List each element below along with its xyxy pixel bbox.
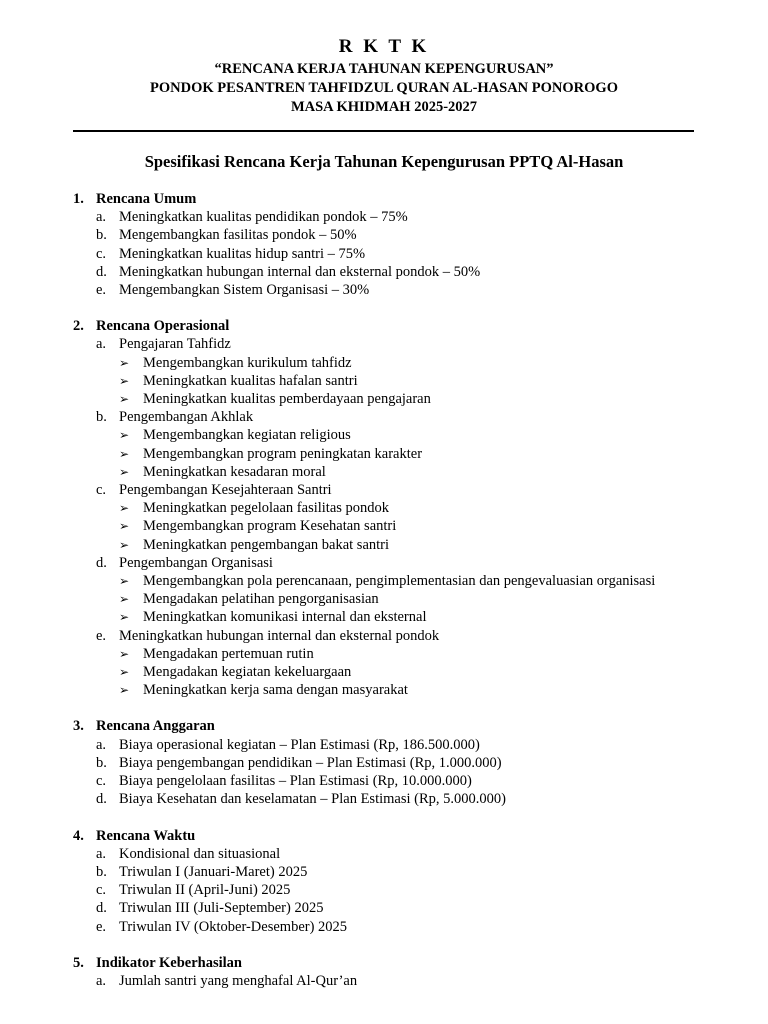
sub-list-item-text: Meningkatkan kesadaran moral <box>143 463 326 480</box>
section <box>73 827 723 936</box>
list-item-text: Pengembangan Akhlak <box>119 409 254 426</box>
list-item-text: Biaya operasional kegiatan – Plan Estimasi (Rp, 186.500.000) <box>119 736 480 753</box>
list-item-marker: d. <box>96 263 107 280</box>
section-number: 1. <box>73 191 84 207</box>
header-divider <box>73 130 694 132</box>
sub-list-item <box>73 426 723 444</box>
sub-list-item <box>73 499 723 517</box>
sub-list-item-text: Mengembangkan kurikulum tahfidz <box>143 354 352 371</box>
list-item <box>73 754 723 772</box>
list-item <box>73 972 723 990</box>
sub-list-item <box>73 372 723 390</box>
list-item-text: Triwulan II (April-Juni) 2025 <box>119 882 291 899</box>
list-item-text: Meningkatkan kualitas hidup santri – 75% <box>119 245 366 262</box>
sub-list-item-text: Meningkatkan pengembangan bakat santri <box>143 536 390 553</box>
list-item-marker: b. <box>96 754 107 771</box>
list-item-marker: a. <box>96 736 107 753</box>
arrow-bullet-icon: ➢ <box>119 574 130 589</box>
section-number: 3. <box>73 718 84 735</box>
list-item-text: Pengajaran Tahfidz <box>119 336 231 353</box>
arrow-bullet-icon: ➢ <box>119 665 130 680</box>
section <box>73 317 723 699</box>
arrow-bullet-icon: ➢ <box>119 610 130 625</box>
list-item <box>73 899 723 917</box>
list-item-marker: e. <box>96 282 107 299</box>
section-title: Rencana Umum <box>96 191 197 207</box>
sub-list-item <box>73 645 723 663</box>
list-item <box>73 772 723 790</box>
sub-list-item-text: Mengembangkan pola perencanaan, pengimplementasian dan pengevaluasian organisasi <box>143 573 656 590</box>
sub-list-item <box>73 463 723 481</box>
list-item-marker: a. <box>96 209 107 226</box>
arrow-bullet-icon: ➢ <box>119 683 130 698</box>
list-item-text: Meningkatkan kualitas pendidikan pondok – 75% <box>119 209 408 226</box>
sub-list-item-text: Meningkatkan pegelolaan fasilitas pondok <box>143 500 390 517</box>
list-item <box>73 790 723 808</box>
section-number: 2. <box>73 318 84 335</box>
list-item-text: Pengembangan Organisasi <box>119 554 273 571</box>
section <box>73 717 723 808</box>
sub-list-item <box>73 445 723 463</box>
arrow-bullet-icon: ➢ <box>119 446 130 461</box>
list-item-marker: c. <box>96 882 107 899</box>
header-line-2: PONDOK PESANTREN TAHFIDZUL QURAN AL-HASAN PONOROGO <box>150 80 618 96</box>
list-item-marker: e. <box>96 918 107 935</box>
arrow-bullet-icon: ➢ <box>119 501 130 516</box>
list-item-marker: b. <box>96 409 107 426</box>
list-item-text: Kondisional dan situasional <box>119 845 281 862</box>
list-item <box>73 408 723 426</box>
sub-list-item <box>73 390 723 408</box>
section-heading <box>73 317 723 335</box>
section-heading <box>73 717 723 735</box>
section-title: Indikator Keberhasilan <box>96 954 242 971</box>
list-item <box>73 736 723 754</box>
list-item-marker: d. <box>96 554 107 571</box>
list-item-marker: a. <box>96 845 107 862</box>
section <box>73 954 723 990</box>
arrow-bullet-icon: ➢ <box>119 537 130 552</box>
list-item <box>73 226 723 244</box>
section-number: 4. <box>73 827 84 844</box>
list-item-text: Meningkatkan hubungan internal dan eksternal pondok – 50% <box>119 263 481 280</box>
list-item <box>73 263 723 281</box>
list-item <box>73 554 723 572</box>
list-item-text: Triwulan III (Juli-September) 2025 <box>119 900 324 917</box>
list-item-text: Triwulan IV (Oktober-Desember) 2025 <box>119 918 348 935</box>
list-item-text: Meningkatkan hubungan internal dan eksternal pondok <box>119 627 440 644</box>
list-item <box>73 627 723 645</box>
header-line-1: “RENCANA KERJA TAHUNAN KEPENGURUSAN” <box>214 61 554 77</box>
list-item-text: Mengembangkan fasilitas pondok – 50% <box>119 227 357 244</box>
arrow-bullet-icon: ➢ <box>119 646 130 661</box>
list-item-text: Biaya pengembangan pendidikan – Plan Estimasi (Rp, 1.000.000) <box>119 754 502 771</box>
list-item-text: Biaya pengelolaan fasilitas – Plan Estimasi (Rp, 10.000.000) <box>119 773 472 790</box>
sub-list-item-text: Meningkatkan kualitas hafalan santri <box>143 372 358 389</box>
section-heading <box>73 190 723 208</box>
header-line-3: MASA KHIDMAH 2025-2027 <box>290 99 478 115</box>
arrow-bullet-icon: ➢ <box>119 592 130 607</box>
list-item <box>73 335 723 353</box>
list-item-marker: b. <box>96 863 107 880</box>
list-item <box>73 208 723 226</box>
document-subtitle: Spesifikasi Rencana Kerja Tahunan Kepengurusan PPTQ Al-Hasan <box>144 152 624 171</box>
sub-list-item-text: Meningkatkan kualitas pemberdayaan pengajaran <box>143 391 431 408</box>
list-item-marker: d. <box>96 791 107 808</box>
list-item-marker: b. <box>96 227 107 244</box>
sub-list-item-text: Mengembangkan program Kesehatan santri <box>143 518 397 535</box>
section <box>73 190 723 299</box>
list-item <box>73 481 723 499</box>
sub-list-item <box>73 590 723 608</box>
sub-list-item-text: Mengembangkan kegiatan religious <box>143 427 351 444</box>
list-item-text: Biaya Kesehatan dan keselamatan – Plan Estimasi (Rp, 5.000.000) <box>119 791 506 808</box>
section-number: 5. <box>73 954 84 971</box>
arrow-bullet-icon: ➢ <box>119 392 130 407</box>
sub-list-item-text: Meningkatkan komunikasi internal dan eksternal <box>143 609 427 626</box>
sub-list-item-text: Mengadakan pelatihan pengorganisasian <box>143 591 379 608</box>
sub-list-item <box>73 663 723 681</box>
arrow-bullet-icon: ➢ <box>119 355 130 370</box>
sub-list-item-text: Mengadakan pertemuan rutin <box>143 645 314 662</box>
sub-list-item-text: Mengadakan kegiatan kekeluargaan <box>143 664 352 681</box>
list-item <box>73 281 723 299</box>
list-item-marker: a. <box>96 972 107 989</box>
list-item-marker: c. <box>96 773 107 790</box>
list-item <box>73 881 723 899</box>
document-body <box>73 190 723 1008</box>
list-item <box>73 918 723 936</box>
section-title: Rencana Waktu <box>96 827 196 844</box>
list-item-text: Jumlah santri yang menghafal Al-Qur’an <box>119 972 358 989</box>
list-item <box>73 245 723 263</box>
list-item-text: Triwulan I (Januari-Maret) 2025 <box>119 863 308 880</box>
section-heading <box>73 954 723 972</box>
sub-list-item <box>73 608 723 626</box>
sub-list-item <box>73 572 723 590</box>
list-item-marker: e. <box>96 627 107 644</box>
arrow-bullet-icon: ➢ <box>119 519 130 534</box>
list-item-marker: c. <box>96 482 107 499</box>
list-item <box>73 863 723 881</box>
sub-list-item <box>73 517 723 535</box>
list-item-text: Pengembangan Kesejahteraan Santri <box>119 482 332 499</box>
list-item-marker: a. <box>96 336 107 353</box>
section-title: Rencana Anggaran <box>96 718 215 735</box>
arrow-bullet-icon: ➢ <box>119 428 130 443</box>
sub-list-item <box>73 681 723 699</box>
sub-list-item-text: Mengembangkan program peningkatan karakter <box>143 445 423 462</box>
document-title: R K T K <box>338 36 430 57</box>
section-heading <box>73 827 723 845</box>
list-item-marker: d. <box>96 900 107 917</box>
list-item-marker: c. <box>96 245 107 262</box>
list-item-text: Mengembangkan Sistem Organisasi – 30% <box>119 282 370 299</box>
section-title: Rencana Operasional <box>96 318 230 335</box>
sub-list-item <box>73 536 723 554</box>
arrow-bullet-icon: ➢ <box>119 464 130 479</box>
sub-list-item-text: Meningkatkan kerja sama dengan masyarakat <box>143 682 408 699</box>
document-header <box>0 34 768 117</box>
list-item <box>73 845 723 863</box>
sub-list-item <box>73 354 723 372</box>
arrow-bullet-icon: ➢ <box>119 373 130 388</box>
